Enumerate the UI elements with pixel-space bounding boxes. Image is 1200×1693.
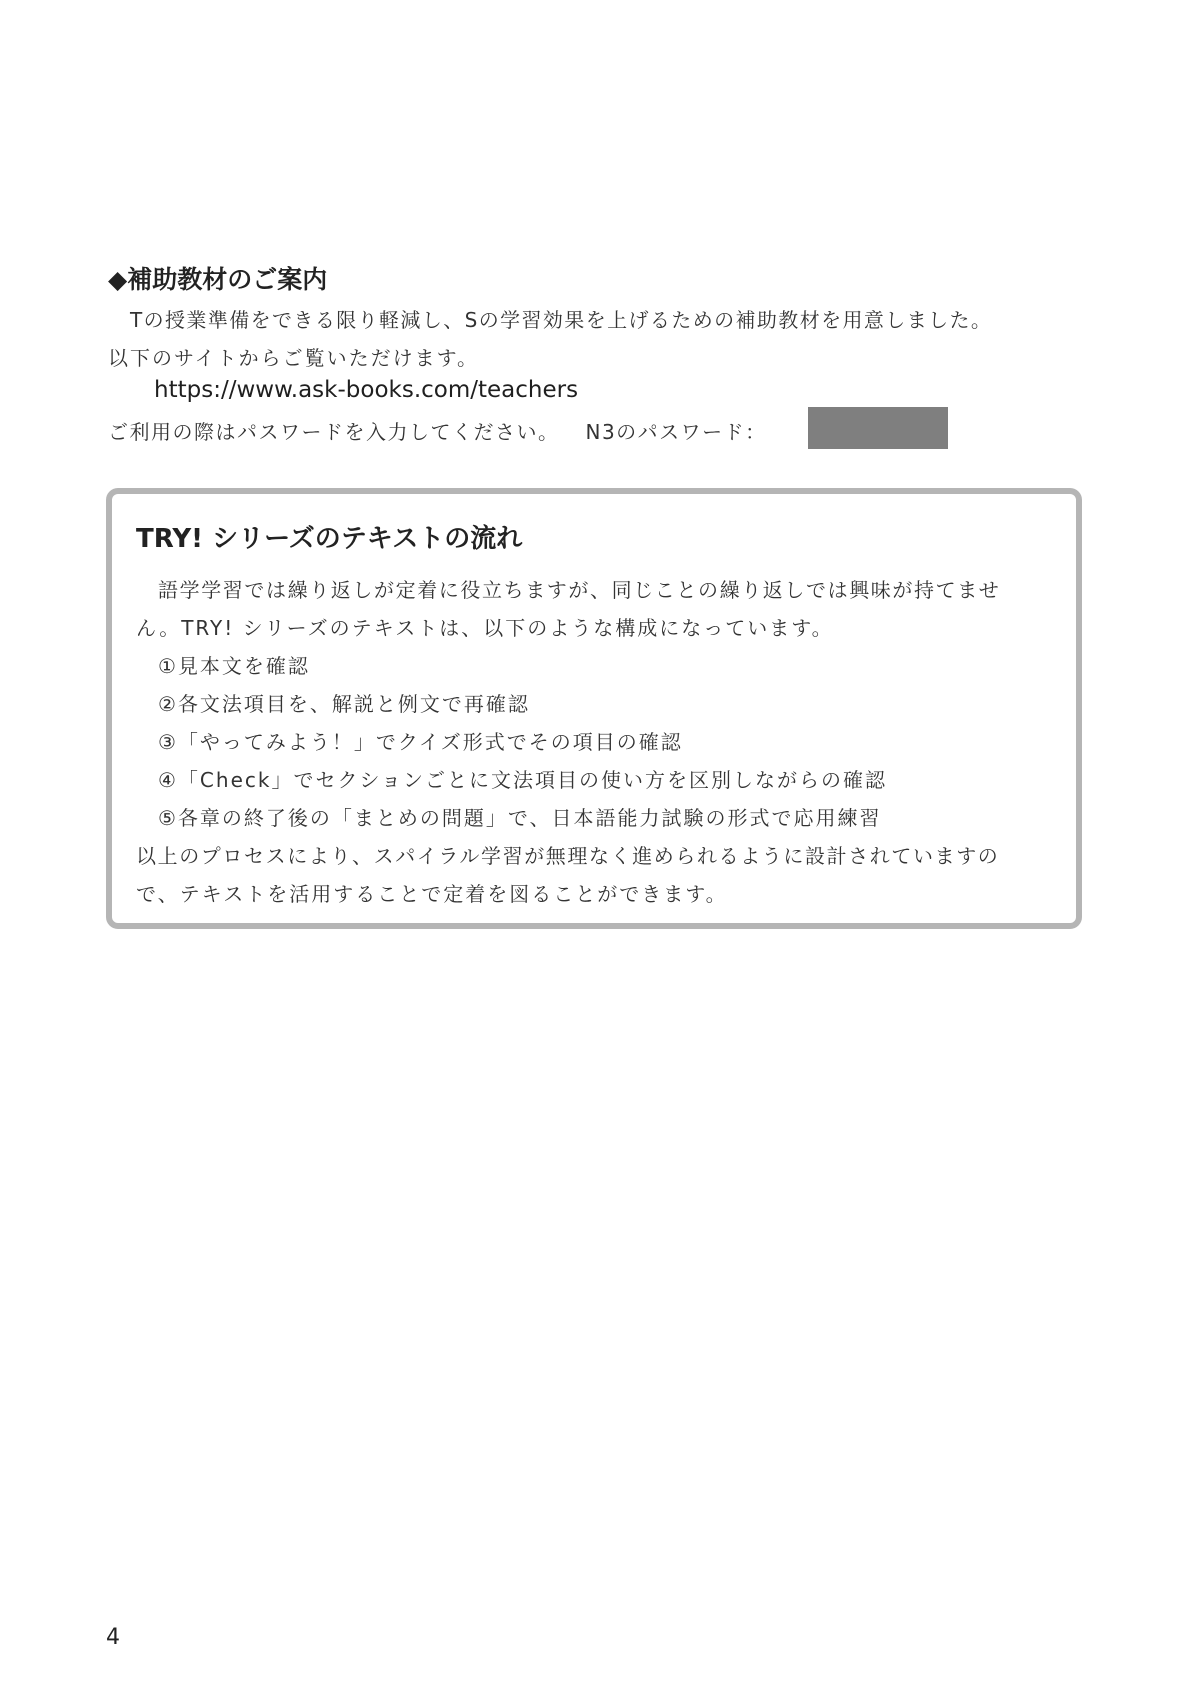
password-redacted-block <box>808 407 948 449</box>
text-flow-title: TRY! シリーズのテキストの流れ <box>136 524 523 554</box>
page-number: 4 <box>106 1625 120 1650</box>
supplement-intro-line-2: 以下のサイトからご覧いただけます。 <box>108 346 479 370</box>
flow-step-item: ⑤各章の終了後の「まとめの問題」で、日本語能力試験の形式で応用練習 <box>158 806 882 830</box>
flow-step-item: ③「やってみよう！」でクイズ形式でその項目の確認 <box>158 730 683 754</box>
text-flow-paragraph-1-line-2: ん。TRY! シリーズのテキストは、以下のような構成になっています。 <box>136 616 834 640</box>
password-note: ご利用の際はパスワードを入力してください。 <box>108 419 560 444</box>
text-flow-paragraph-1-line-1: 語学学習では繰り返しが定着に役立ちますが、同じことの繰り返しでは興味が持てませ <box>158 578 1001 602</box>
password-row <box>108 410 767 450</box>
text-flow-paragraph-2-line-1: 以上のプロセスにより、スパイラル学習が無理なく進められるように設計されていますの <box>136 844 1000 868</box>
supplement-intro-line-1: Tの授業準備をできる限り軽減し、Sの学習効果を上げるための補助教材を用意しました。 <box>130 308 993 332</box>
password-label: N3のパスワード： <box>585 419 767 444</box>
flow-step-item: ②各文法項目を、解説と例文で再確認 <box>158 692 530 716</box>
text-flow-box <box>106 488 1082 929</box>
supplement-heading: ◆補助教材のご案内 <box>108 265 328 294</box>
teachers-url-link[interactable]: https://www.ask-books.com/teachers <box>154 377 579 403</box>
text-flow-paragraph-2-line-2: で、テキストを活用することで定着を図ることができます。 <box>136 882 728 906</box>
flow-step-item: ④「Check」でセクションごとに文法項目の使い方を区別しながらの確認 <box>158 768 888 792</box>
flow-step-item: ①見本文を確認 <box>158 654 310 678</box>
